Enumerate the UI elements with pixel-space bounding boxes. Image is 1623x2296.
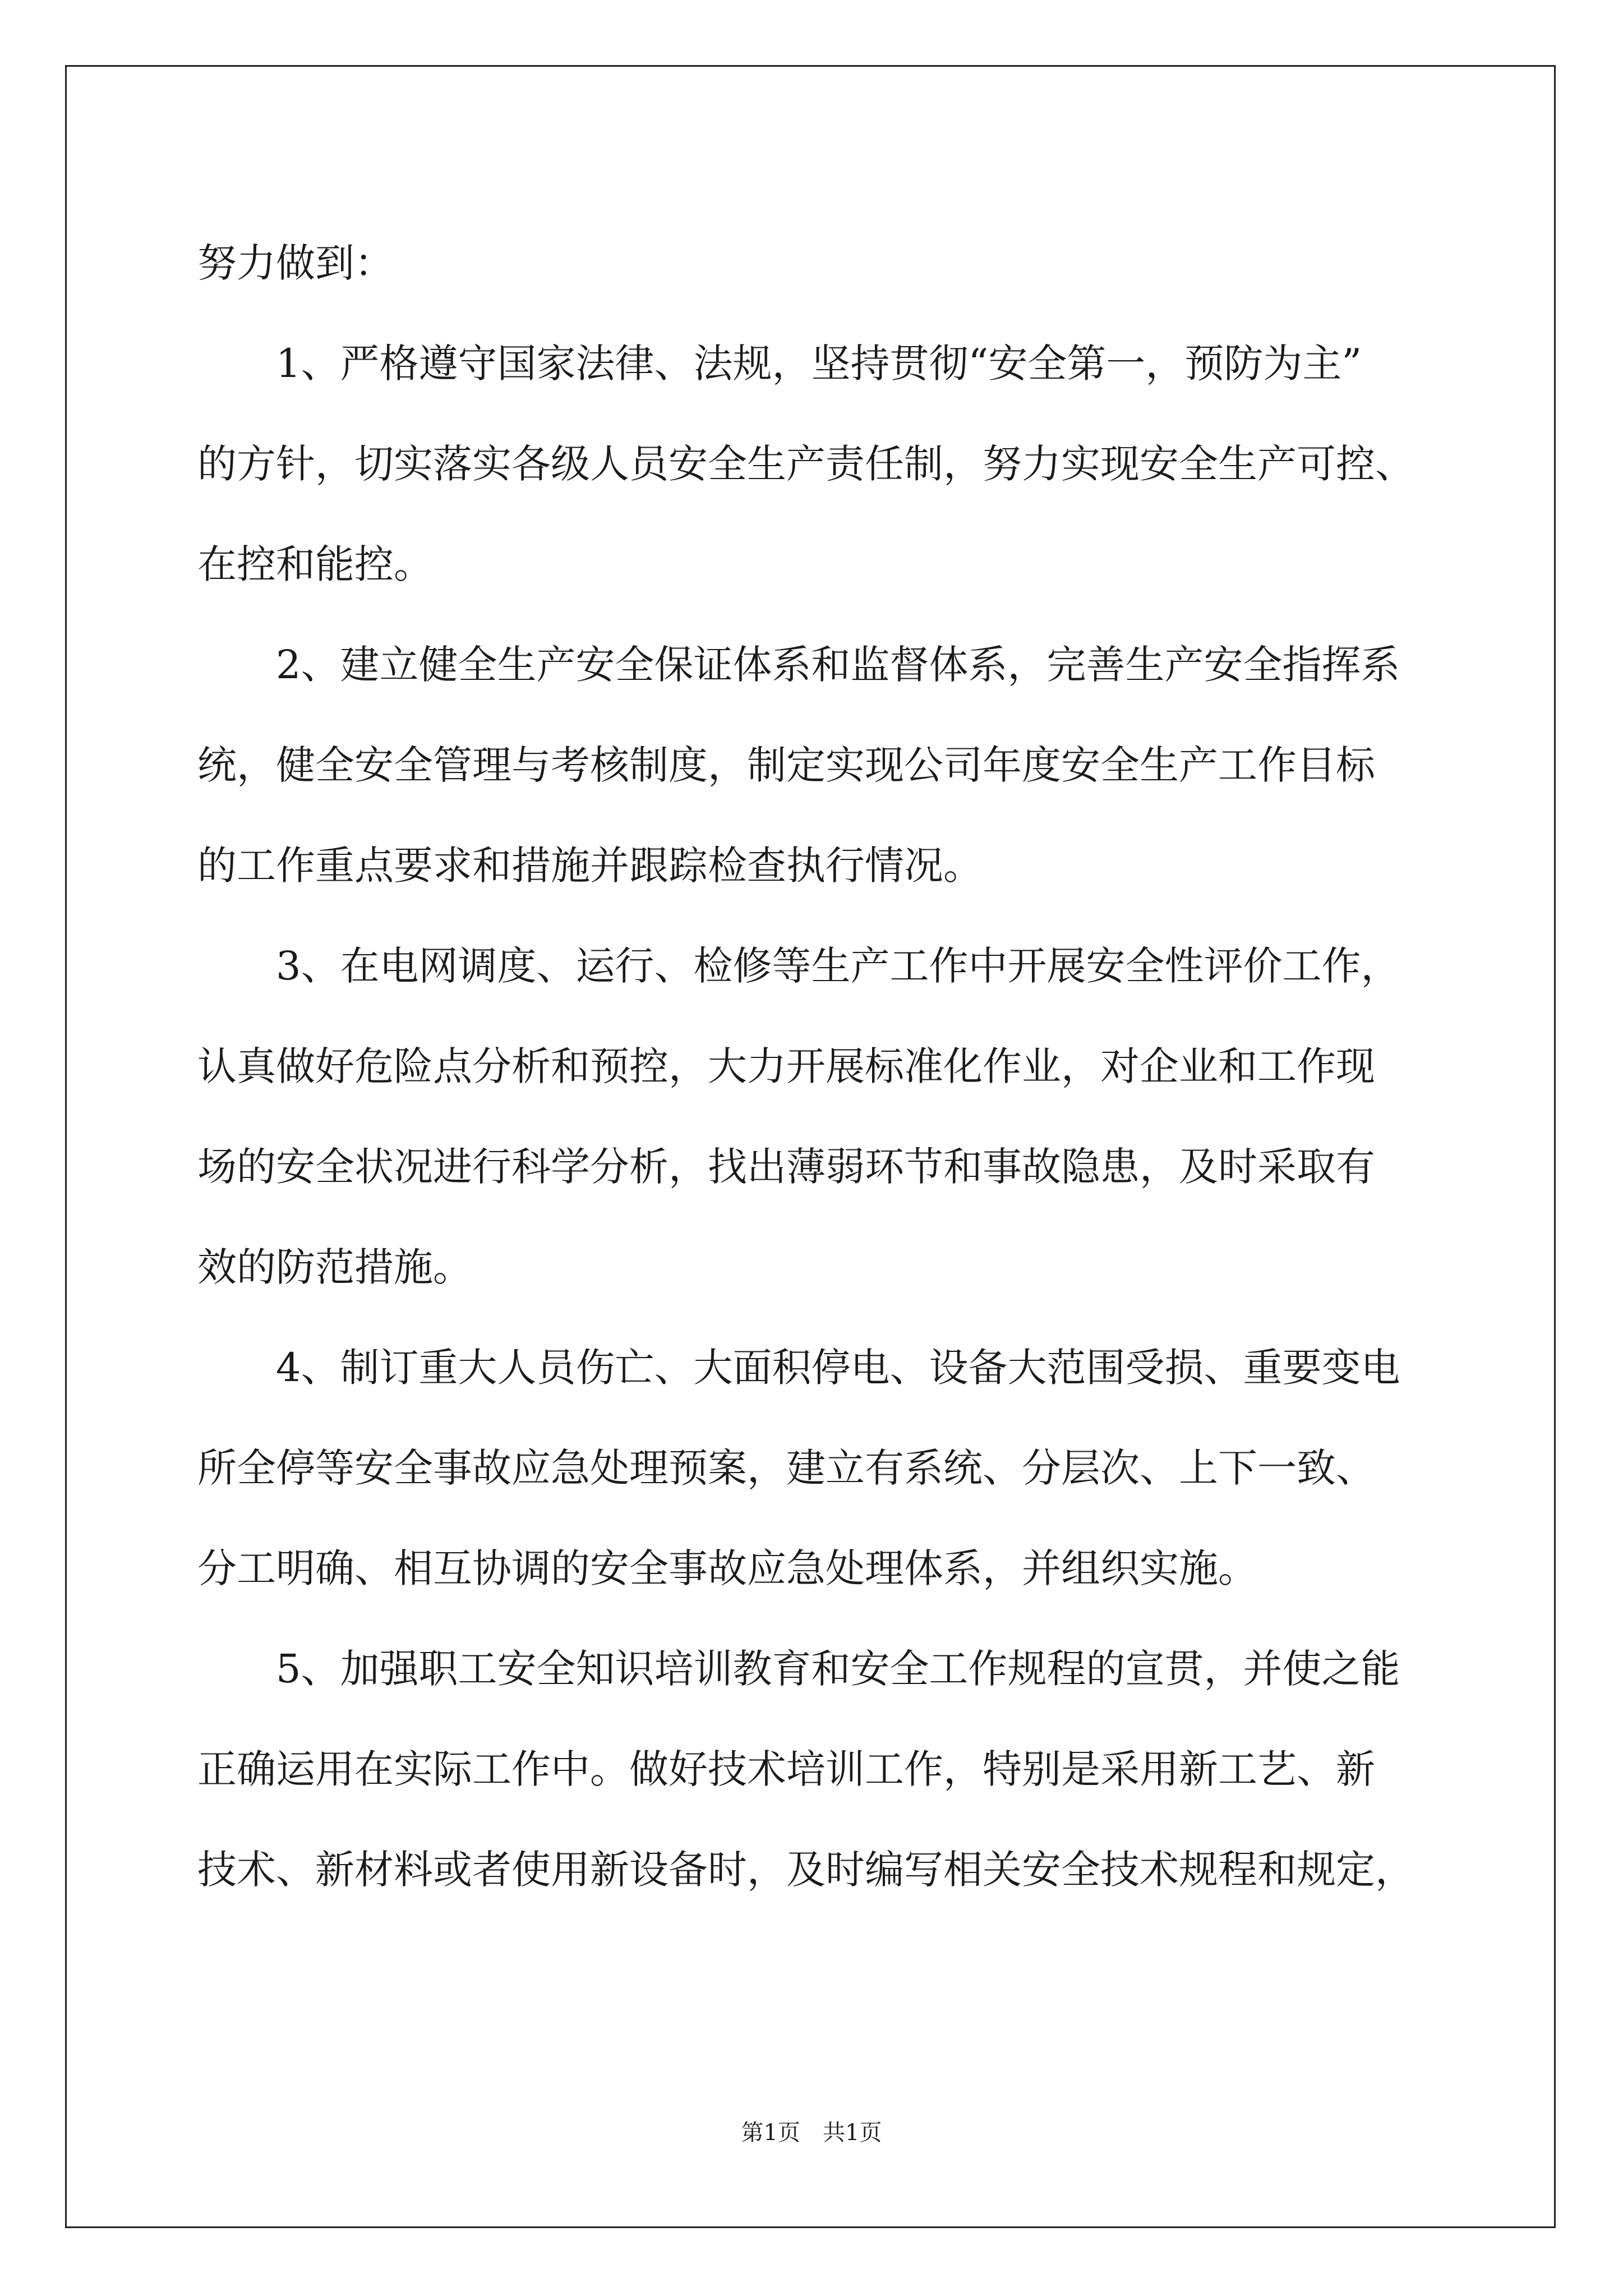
text-line: 的方针，切实落实各级人员安全生产责任制，努力实现安全生产可控、	[197, 441, 1414, 487]
text-line: 5、加强职工安全知识培训教育和安全工作规程的宣贯，并使之能	[276, 1646, 1400, 1692]
text-line: 分工明确、相互协调的安全事故应急处理体系，并组织实施。	[197, 1545, 1257, 1591]
text-line: 场的安全状况进行科学分析，找出薄弱环节和事故隐患，及时采取有	[197, 1144, 1375, 1190]
text-line: 努力做到：	[197, 240, 394, 286]
text-line: 2、建立健全生产安全保证体系和监督体系，完善生产安全指挥系	[276, 642, 1400, 688]
text-line: 统，健全安全管理与考核制度，制定实现公司年度安全生产工作目标	[197, 742, 1375, 788]
text-line: 1、严格遵守国家法律、法规，坚持贯彻“安全第一，预防为主”	[276, 341, 1362, 386]
text-line: 认真做好危险点分析和预控，大力开展标准化作业，对企业和工作现	[197, 1043, 1375, 1089]
text-line: 正确运用在实际工作中。做好技术培训工作，特别是采用新工艺、新	[197, 1746, 1375, 1792]
text-line: 所全停等安全事故应急处理预案，建立有系统、分层次、上下一致、	[197, 1445, 1375, 1491]
text-line: 在控和能控。	[197, 541, 433, 587]
text-line: 4、制订重大人员伤亡、大面积停电、设备大范围受损、重要变电	[276, 1345, 1400, 1391]
page-number: 第1页 共1页	[741, 2120, 882, 2146]
text-line: 3、在电网调度、运行、检修等生产工作中开展安全性评价工作，	[276, 943, 1400, 989]
text-line: 的工作重点要求和措施并跟踪检查执行情况。	[197, 843, 983, 889]
document-body	[197, 213, 1431, 1920]
text-line: 技术、新材料或者使用新设备时，及时编写相关安全技术规程和规定，	[197, 1847, 1414, 1893]
text-line: 效的防范措施。	[197, 1244, 472, 1290]
